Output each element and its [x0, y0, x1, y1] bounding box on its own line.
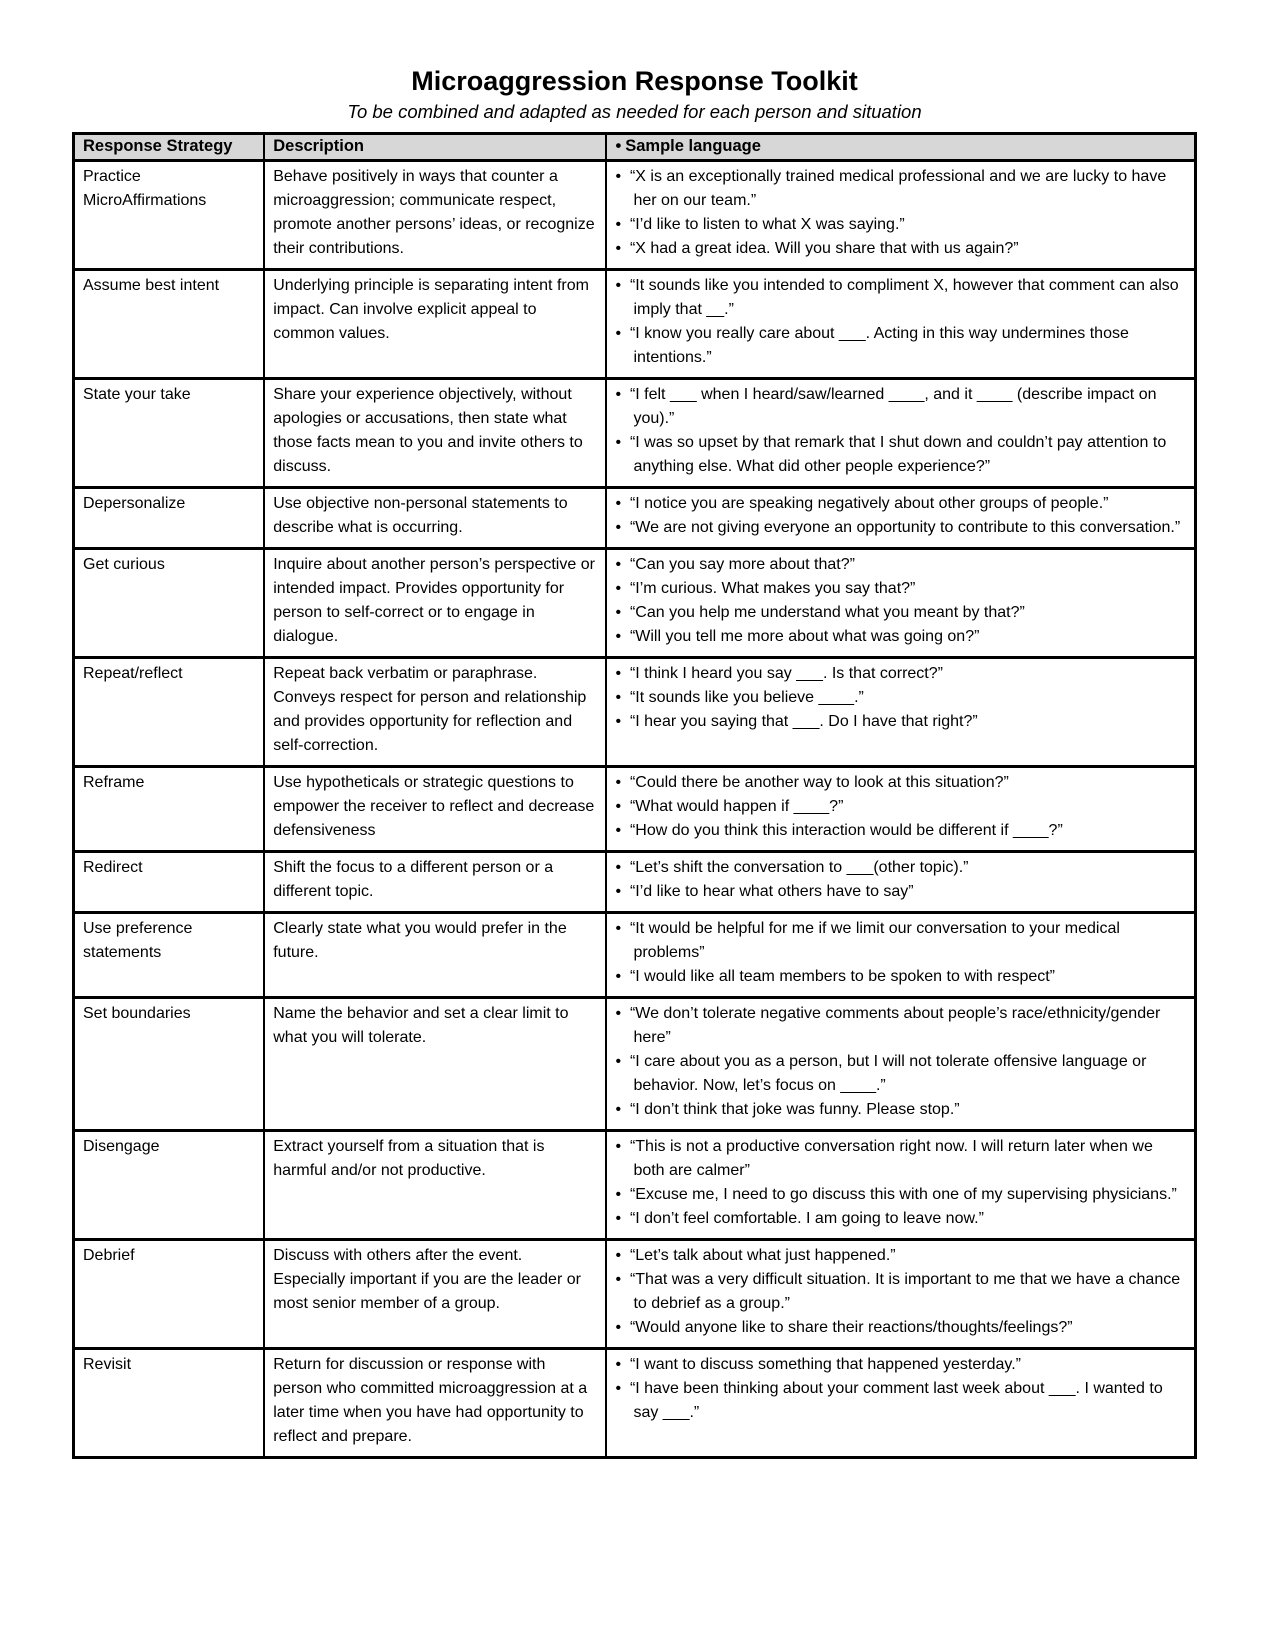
sample-item: • “I was so upset by that remark that I shut down and couldn’t pay attention to anything else. What did other people experience?”	[615, 431, 1186, 479]
sample-language-cell	[606, 1240, 1195, 1349]
description-cell: Underlying principle is separating intent from impact. Can involve explicit appeal to common values.	[264, 270, 606, 379]
strategy-cell: Assume best intent	[74, 270, 265, 379]
sample-list	[615, 1353, 1186, 1425]
sample-language-cell	[606, 379, 1195, 488]
description-cell: Shift the focus to a different person or a different topic.	[264, 852, 606, 913]
sample-item: • “Would anyone like to share their reactions/thoughts/feelings?”	[615, 1316, 1186, 1340]
sample-language-cell	[606, 998, 1195, 1131]
table-row	[74, 767, 1196, 852]
strategy-cell: Practice MicroAffirmations	[74, 161, 265, 270]
sample-item: • “I notice you are speaking negatively about other groups of people.”	[615, 492, 1186, 516]
sample-item: • “I want to discuss something that happened yesterday.”	[615, 1353, 1186, 1377]
table-row	[74, 913, 1196, 998]
table-row	[74, 379, 1196, 488]
strategy-cell: Set boundaries	[74, 998, 265, 1131]
sample-item: • “It sounds like you intended to compliment X, however that comment can also imply that __.”	[615, 274, 1186, 322]
sample-language-cell	[606, 658, 1195, 767]
sample-language-cell	[606, 1131, 1195, 1240]
sample-item: • “I’m curious. What makes you say that?”	[615, 577, 1186, 601]
strategy-cell: Redirect	[74, 852, 265, 913]
sample-item: • “I have been thinking about your comment last week about ___. I wanted to say ___.”	[615, 1377, 1186, 1425]
sample-list	[615, 1244, 1186, 1340]
bullet-icon: •	[615, 137, 622, 155]
sample-item: • “We don’t tolerate negative comments about people’s race/ethnicity/gender here”	[615, 1002, 1186, 1050]
table-row	[74, 852, 1196, 913]
table-row	[74, 998, 1196, 1131]
table-row	[74, 270, 1196, 379]
description-cell: Return for discussion or response with person who committed microaggression at a later time when you have had opportunity to reflect and prepare.	[264, 1349, 606, 1458]
description-cell: Share your experience objectively, without apologies or accusations, then state what those facts mean to you and invite others to discuss.	[264, 379, 606, 488]
table-row	[74, 161, 1196, 270]
sample-item: • “I felt ___ when I heard/saw/learned ____, and it ____ (describe impact on you).”	[615, 383, 1186, 431]
description-cell: Use hypotheticals or strategic questions to empower the receiver to reflect and decrease defensiveness	[264, 767, 606, 852]
strategy-cell: Use preference statements	[74, 913, 265, 998]
sample-item: • “Will you tell me more about what was going on?”	[615, 625, 1186, 649]
description-cell: Behave positively in ways that counter a microaggression; communicate respect, promote another persons’ ideas, or recognize their contributions.	[264, 161, 606, 270]
description-cell: Clearly state what you would prefer in the future.	[264, 913, 606, 998]
sample-list	[615, 553, 1186, 649]
header-sample-language	[606, 134, 1195, 161]
sample-item: • “I care about you as a person, but I will not tolerate offensive language or behavior. Now, let’s focus on ____.”	[615, 1050, 1186, 1098]
sample-item: • “I would like all team members to be spoken to with respect”	[615, 965, 1186, 989]
sample-list	[615, 662, 1186, 734]
table-row	[74, 1240, 1196, 1349]
sample-item: • “How do you think this interaction would be different if ____?”	[615, 819, 1186, 843]
sample-list	[615, 1135, 1186, 1231]
sample-language-cell	[606, 852, 1195, 913]
description-cell: Inquire about another person’s perspective or intended impact. Provides opportunity for person to self-correct or to engage in dialogue.	[264, 549, 606, 658]
sample-language-cell	[606, 767, 1195, 852]
toolkit-table	[72, 132, 1197, 1459]
sample-list	[615, 274, 1186, 370]
sample-item: • “Excuse me, I need to go discuss this with one of my supervising physicians.”	[615, 1183, 1186, 1207]
strategy-cell: Disengage	[74, 1131, 265, 1240]
sample-language-cell	[606, 488, 1195, 549]
sample-list	[615, 165, 1186, 261]
sample-language-cell	[606, 913, 1195, 998]
sample-item: • “It sounds like you believe ____.”	[615, 686, 1186, 710]
sample-item: • “Can you help me understand what you meant by that?”	[615, 601, 1186, 625]
sample-item: • “Let’s talk about what just happened.”	[615, 1244, 1186, 1268]
sample-language-cell	[606, 161, 1195, 270]
sample-item: • “Let’s shift the conversation to ___(other topic).”	[615, 856, 1186, 880]
table-row	[74, 1349, 1196, 1458]
sample-list	[615, 492, 1186, 540]
sample-item: • “Can you say more about that?”	[615, 553, 1186, 577]
sample-item: • “Could there be another way to look at this situation?”	[615, 771, 1186, 795]
sample-list	[615, 1002, 1186, 1122]
strategy-cell: Depersonalize	[74, 488, 265, 549]
sample-item: • “I’d like to listen to what X was saying.”	[615, 213, 1186, 237]
table-row	[74, 1131, 1196, 1240]
sample-item: • “I know you really care about ___. Acting in this way undermines those intentions.”	[615, 322, 1186, 370]
description-cell: Name the behavior and set a clear limit to what you will tolerate.	[264, 998, 606, 1131]
header-response-strategy: Response Strategy	[74, 134, 265, 161]
header-description: Description	[264, 134, 606, 161]
strategy-cell: Reframe	[74, 767, 265, 852]
table-row	[74, 488, 1196, 549]
sample-item: • “This is not a productive conversation right now. I will return later when we both are calmer”	[615, 1135, 1186, 1183]
sample-item: • “I think I heard you say ___. Is that correct?”	[615, 662, 1186, 686]
sample-list	[615, 856, 1186, 904]
description-cell: Extract yourself from a situation that is harmful and/or not productive.	[264, 1131, 606, 1240]
sample-language-cell	[606, 549, 1195, 658]
header-row	[74, 134, 1196, 161]
sample-item: • “I’d like to hear what others have to say”	[615, 880, 1186, 904]
header-sample-language-label: Sample language	[625, 137, 761, 155]
strategy-cell: Revisit	[74, 1349, 265, 1458]
description-cell: Use objective non-personal statements to describe what is occurring.	[264, 488, 606, 549]
table-row	[74, 658, 1196, 767]
sample-item: • “We are not giving everyone an opportunity to contribute to this conversation.”	[615, 516, 1186, 540]
sample-list	[615, 917, 1186, 989]
strategy-cell: Get curious	[74, 549, 265, 658]
sample-item: • “It would be helpful for me if we limit our conversation to your medical problems”	[615, 917, 1186, 965]
sample-list	[615, 771, 1186, 843]
strategy-cell: Debrief	[74, 1240, 265, 1349]
sample-language-cell	[606, 270, 1195, 379]
page-title: Microaggression Response Toolkit	[411, 66, 858, 96]
sample-item: • “I don’t think that joke was funny. Please stop.”	[615, 1098, 1186, 1122]
sample-item: • “That was a very difficult situation. It is important to me that we have a chance to debrief as a group.”	[615, 1268, 1186, 1316]
sample-item: • “X is an exceptionally trained medical professional and we are lucky to have her on our team.”	[615, 165, 1186, 213]
page-subtitle: To be combined and adapted as needed for each person and situation	[347, 101, 922, 122]
sample-item: • “X had a great idea. Will you share that with us again?”	[615, 237, 1186, 261]
sample-list	[615, 383, 1186, 479]
strategy-cell: State your take	[74, 379, 265, 488]
sample-item: • “I don’t feel comfortable. I am going to leave now.”	[615, 1207, 1186, 1231]
strategy-cell: Repeat/reflect	[74, 658, 265, 767]
description-cell: Repeat back verbatim or paraphrase. Conveys respect for person and relationship and provides opportunity for reflection and self-correction.	[264, 658, 606, 767]
description-cell: Discuss with others after the event. Especially important if you are the leader or most senior member of a group.	[264, 1240, 606, 1349]
sample-item: • “I hear you saying that ___. Do I have that right?”	[615, 710, 1186, 734]
sample-language-cell	[606, 1349, 1195, 1458]
sample-item: • “What would happen if ____?”	[615, 795, 1186, 819]
table-row	[74, 549, 1196, 658]
